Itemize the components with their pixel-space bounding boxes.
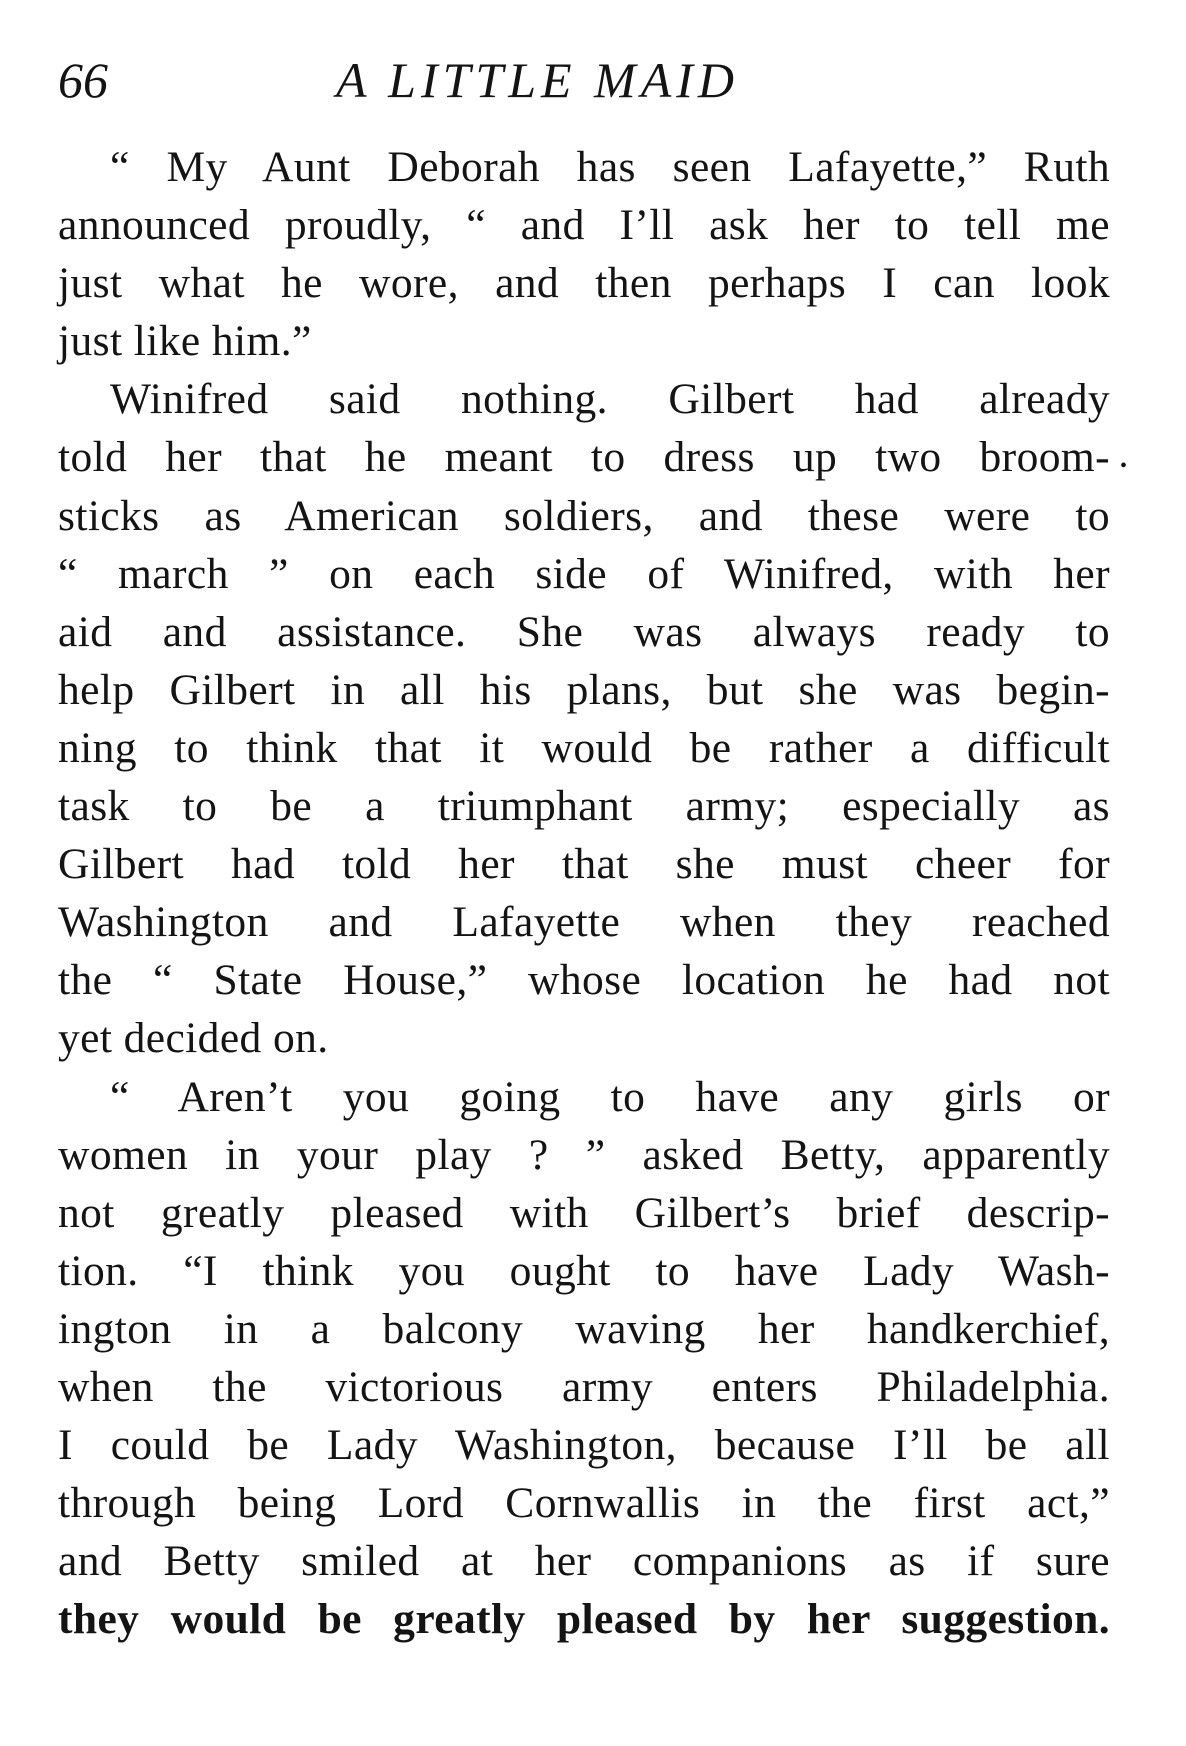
text-line: they would be greatly pleased by her suggestion. bbox=[58, 1595, 1110, 1644]
text-line: I could be Lady Washington, because I’ll be all bbox=[58, 1421, 1110, 1470]
page-number: 66 bbox=[58, 52, 108, 108]
text-line: ington in a balcony waving her handkerchief, bbox=[58, 1304, 1110, 1353]
text-line: “ Aren’t you going to have any girls or bbox=[110, 1072, 1110, 1121]
text-line: “ My Aunt Deborah has seen Lafayette,” Ruth bbox=[110, 143, 1110, 191]
text-line: the “ State House,” whose location he had not bbox=[58, 956, 1110, 1005]
text-line: and Betty smiled at her companions as if sure bbox=[58, 1537, 1110, 1586]
book-title: A LITTLE MAID bbox=[336, 52, 740, 108]
text-line: yet decided on. bbox=[58, 1014, 329, 1063]
text-line: just like him.” bbox=[58, 317, 312, 366]
text-line: not greatly pleased with Gilbert’s brief descrip- bbox=[58, 1188, 1110, 1237]
text-line: Washington and Lafayette when they reached bbox=[58, 898, 1110, 947]
text-line: tion. “I think you ought to have Lady Wash- bbox=[58, 1246, 1110, 1295]
text-line: when the victorious army enters Philadelphia. bbox=[58, 1362, 1110, 1411]
text-line: sticks as American soldiers, and these were to bbox=[58, 491, 1110, 540]
text-line: announced proudly, “ and I’ll ask her to tell me bbox=[58, 201, 1110, 250]
text-line: women in your play ? ” asked Betty, apparently bbox=[58, 1130, 1110, 1179]
text-line: “ march ” on each side of Winifred, with her bbox=[58, 549, 1110, 598]
text-line: through being Lord Cornwallis in the first act,” bbox=[58, 1479, 1110, 1528]
running-head bbox=[58, 48, 1110, 118]
text-line: just what he wore, and then perhaps I can look bbox=[58, 259, 1110, 308]
text-line: aid and assistance. She was always ready to bbox=[58, 607, 1110, 656]
print-speck-mark: • bbox=[1120, 455, 1128, 477]
text-line: task to be a triumphant army; especially as bbox=[58, 782, 1110, 831]
body-text bbox=[58, 138, 1110, 1648]
text-line: Gilbert had told her that she must cheer for bbox=[58, 840, 1110, 889]
text-line: Winifred said nothing. Gilbert had already bbox=[110, 375, 1110, 424]
text-line: ning to think that it would be rather a difficult bbox=[58, 723, 1110, 772]
text-line: told her that he meant to dress up two broom- bbox=[58, 433, 1110, 482]
text-line: help Gilbert in all his plans, but she was begin- bbox=[58, 665, 1110, 714]
